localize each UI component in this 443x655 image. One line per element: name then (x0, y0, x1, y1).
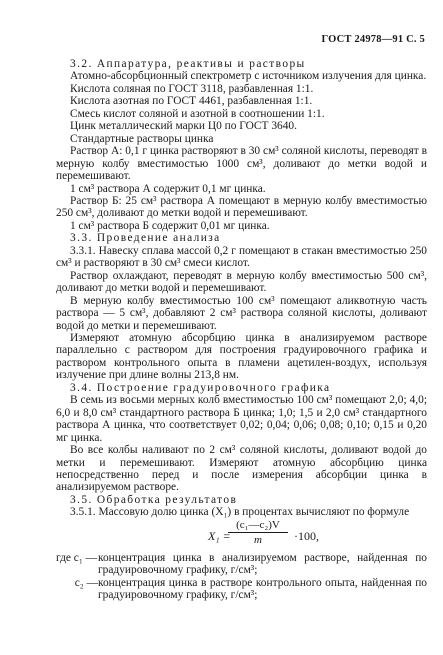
paragraph: Смесь кислот соляной и азотной в соотношении 1:1. (70, 107, 325, 120)
formula-numerator: (c₁—c₂)V (228, 519, 288, 533)
paragraph: Кислота соляная по ГОСТ 3118, разбавленная 1:1. (70, 82, 314, 95)
formula (56, 519, 427, 551)
paragraph: Измеряют атомную абсорбцию цинка в анализируемом растворе параллельно с раствором для построения градуировочного графика и раствором контрольного опыта в пламени ацетилен-воздух, используя излучение при длине волны 213,8 нм. (56, 331, 427, 382)
page-header: ГОСТ 24978—91 С. 5 (321, 34, 425, 45)
section-title: 3.2. Аппаратура, реактивы и растворы (70, 58, 306, 70)
paragraph: Кислота азотная по ГОСТ 4461, разбавленная 1:1. (70, 95, 313, 108)
formula-multiplier: ·100, (294, 528, 319, 543)
paragraph: Стандартные растворы цинка (70, 132, 214, 145)
paragraph: Раствор Б: 25 см³ раствора А помещают в мерную колбу вместимостью 250 см³, доливают до метки водой и перемешивают. (56, 194, 427, 220)
section-title: 3.5. Обработка результатов (70, 493, 238, 506)
paragraph: 3.3.1. Навеску сплава массой 0,2 г помещают в стакан вместимостью 250 см³ и растворяют в 30 см³ смеси кислот. (56, 244, 427, 270)
definition-row (56, 552, 427, 577)
section-title: 3.3. Проведение анализа (70, 232, 221, 245)
paragraph: Атомно-абсорбционный спектрометр с источником излучения для цинка. (70, 70, 427, 83)
definition-text: концентрация цинка в растворе контрольного опыта, найденная по градуировочному графику, г/см³; (98, 576, 427, 602)
paragraph: Раствор А: 0,1 г цинка растворяют в 30 см³ соляной кислоты, переводят в мерную колбу вместимостью 1000 см³, доливают до метки водой и перемешивают. (56, 145, 427, 183)
section-title: 3.4. Построение градуировочного графика (70, 381, 331, 394)
formula-definitions (56, 552, 427, 602)
paragraph: В семь из восьми мерных колб вместимостью 100 см³ помещают 2,0; 4,0; 6,0 и 8,0 см³ стандартного раствора Б цинка; 1,0; 1,5 и 2,0 см³ стандартного раствора А цинка, что соответствует 0,02; 0,04; 0,06; 0,08; 0,10; 0,15 и 0,20 мг цинка. (56, 394, 427, 444)
paragraph: 1 см³ раствора Б содержит 0,01 мг цинка. (70, 219, 270, 232)
paragraph: 1 см³ раствора А содержит 0,1 мг цинка. (70, 182, 266, 195)
paragraph: В мерную колбу вместимостью 100 см³ помещают аликвотную часть раствора — 5 см³, добавляют 2 см³ раствора соляной кислоты, доливают водой до метки и перемешивают. (56, 294, 427, 332)
definition-symbol: где c₁ — (56, 551, 98, 564)
definition-row (56, 577, 427, 602)
formula-denominator: m (254, 534, 262, 547)
paragraph: Раствор охлаждают, переводят в мерную колбу вместимостью 500 см³, доливают до метки водой и перемешивают. (56, 269, 427, 295)
definition-symbol: c₂ — (74, 576, 98, 589)
formula-fraction (228, 519, 288, 547)
document-body (56, 58, 427, 602)
formula-lhs: X₁ = (208, 528, 231, 543)
definition-text: концентрация цинка в анализируемом растворе, найденная по градуировочному графику, г/см³; (98, 551, 427, 577)
paragraph: Цинк металлический марки Ц0 по ГОСТ 3640. (70, 120, 297, 133)
paragraph: 3.5.1. Массовую долю цинка (X₁) в процентах вычисляют по формуле (70, 506, 410, 519)
paragraph: Во все колбы наливают по 2 см³ соляной кислоты, доливают водой до метки и перемешивают. Измеряют атомную абсорбцию цинка непосредственно перед и после измерения абсорбции цинка в анализируемом растворе. (56, 444, 427, 494)
